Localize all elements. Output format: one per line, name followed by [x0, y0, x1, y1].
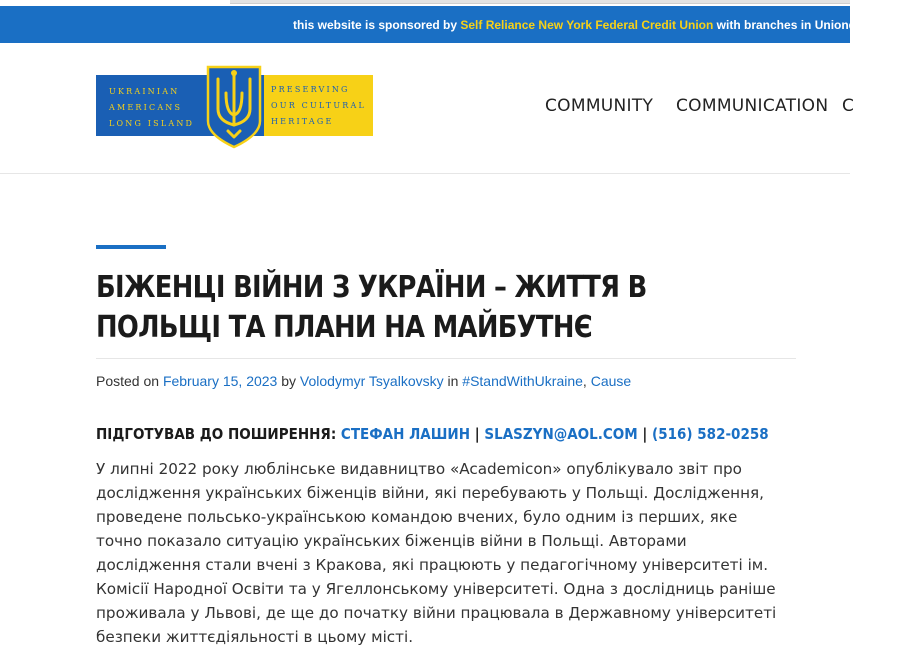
byline-name-link[interactable]: СТЕФАН ЛАШИН — [340, 425, 471, 443]
trident-icon — [204, 63, 264, 148]
byline-separator: | — [470, 425, 485, 443]
post-title: БІЖЕНЦІ ВІЙНИ З УКРАЇНИ – ЖИТТЯ В ПОЛЬЩІ ТА ПЛАНИ НА МАЙБУТНЄ — [96, 270, 647, 345]
byline-label: ПІДГОТУВАВ ДО ПОШИРЕННЯ: — [96, 425, 341, 443]
nav-item-communication[interactable]: COMMUNICATION — [676, 96, 829, 116]
post-meta — [96, 373, 631, 389]
sponsor-prefix: this website is sponsored by — [293, 18, 461, 32]
nav-item-community[interactable]: COMMUNITY — [545, 96, 654, 116]
category-link-standwithukraine[interactable]: #StandWithUkraine — [462, 373, 583, 389]
post-date-link[interactable]: February 15, 2023 — [162, 373, 278, 389]
post-paragraph: У липні 2022 року люблінське видавництво «Academicon» опублікувало звіт про дослідження українських біженців війни, які перебувають у Польщі. Дослідження, проведене польсько-українською командою вчених, було одним із перших, яке точно показало ситуацію українських біженців війни в Польщі. Авторами дослідження стали вчені з Кракова, які працюють у педагогічному університеті ім. Комісії Народної Освіти та у Ягеллонському університеті. Одна з дослідниць раніше проживала у Львові, де ще до початку війни працювала в Державному університеті безпеки життєдіяльності в цьому місті. — [96, 460, 777, 646]
sponsor-link[interactable]: Self Reliance New York Federal Credit Union — [460, 18, 714, 32]
logo-right-line: OUR CULTURAL — [271, 101, 366, 110]
meta-in: in — [443, 373, 463, 389]
byline-phone-link[interactable]: (516) 582-0258 — [652, 425, 769, 443]
meta-posted-on: Posted on — [96, 373, 163, 389]
byline-email-link[interactable]: SLASZYN@AOL.COM — [484, 425, 638, 443]
logo-right-line: HERITAGE — [271, 117, 334, 126]
logo-left-line: LONG ISLAND — [109, 119, 195, 128]
meta-separator: , — [582, 373, 591, 389]
logo-left-line: UKRAINIAN — [109, 87, 180, 96]
meta-by: by — [277, 373, 300, 389]
site-header — [0, 43, 855, 174]
title-divider — [96, 358, 796, 359]
nav-item-truncated[interactable]: C — [842, 96, 855, 116]
author-link[interactable]: Volodymyr Tsyalkovsky — [299, 373, 444, 389]
logo-right-line: PRESERVING — [271, 85, 350, 94]
logo-right-text — [271, 82, 366, 130]
sponsor-suffix: with branches in Uniondale and — [713, 18, 897, 32]
post-byline — [96, 425, 769, 443]
site-logo[interactable] — [96, 75, 373, 136]
logo-left-line: AMERICANS — [109, 103, 183, 112]
browser-top-edge — [0, 0, 850, 4]
byline-separator: | — [637, 425, 653, 443]
title-accent-rule — [96, 245, 166, 249]
category-link-cause[interactable]: Cause — [590, 373, 632, 389]
logo-left-text — [109, 84, 194, 132]
logo-right-panel — [264, 75, 373, 136]
sponsor-bar — [0, 6, 897, 43]
